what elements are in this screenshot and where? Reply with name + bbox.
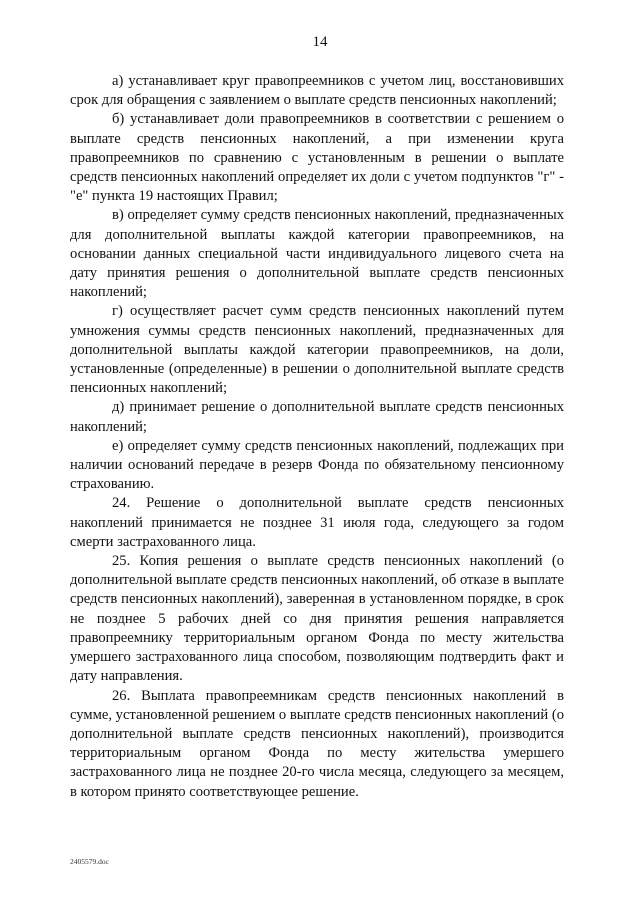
paragraph-subitem-a: а) устанавливает круг правопреемников с учетом лиц, восстановивших срок для обращения с заявлением о выплате средств пенсионных накоплений;	[70, 73, 564, 109]
paragraph-subitem-e: е) определяет сумму средств пенсионных накоплений, подлежащих при наличии оснований передаче в резерв Фонда по обязательному пенсионному страхованию.	[70, 437, 564, 493]
paragraph-subitem-d: д) принимает решение о дополнительной выплате средств пенсионных накоплений;	[70, 399, 564, 435]
paragraph-subitem-v: в) определяет сумму средств пенсионных накоплений, предназначенных для дополнительной выплаты каждой категории правопреемников, на основании данных специальной части индивидуального лицевого счета на дату принятия решения о дополнительной выплате средств пенсионных накоплений;	[70, 207, 564, 301]
paragraph-item-26: 26. Выплата правопреемникам средств пенсионных накоплений в сумме, установленной решением о выплате средств пенсионных накоплений (о дополнительной выплате средств пенсионных накоплений), производится территориальным органом Фонда по месту жительства умершего застрахованного лица не позднее 20-го числа месяца, следующего за месяцем, в котором принято соответствующее решение.	[70, 687, 564, 800]
paragraph-item-24: 24. Решение о дополнительной выплате средств пенсионных накоплений принимается не позднее 31 июля года, следующего за годом смерти застрахованного лица.	[70, 495, 564, 550]
paragraph-subitem-b: б) устанавливает доли правопреемников в соответствии с решением о выплате средств пенсионных накоплений, а при изменении круга правопреемников по сравнению с установленным в решении о выплате средств пенсионных накоплений определяет их доли с учетом подпунктов "г" - "е" пункта 19 настоящих Правил;	[70, 111, 564, 205]
footer-filename: 2405579.doc	[70, 857, 109, 866]
document-body	[70, 72, 564, 802]
paragraph-item-25: 25. Копия решения о выплате средств пенсионных накоплений (о дополнительной выплате средств пенсионных накоплений, об отказе в выплате средств пенсионных накоплений), заверенная в установленном порядке, в срок не позднее 5 рабочих дней со дня принятия решения направляется правопреемнику территориальным органом Фонда по месту жительства умершего застрахованного лица способом, позволяющим подтвердить факт и дату направления.	[70, 553, 564, 685]
page-number: 14	[312, 34, 328, 50]
paragraph-subitem-g: г) осуществляет расчет сумм средств пенсионных накоплений путем умножения суммы средств пенсионных накоплений, предназначенных для дополнительной выплаты каждой категории правопреемников, на доли, установленные (определенные) в решении о дополнительной выплате средств пенсионных накоплений;	[70, 303, 564, 397]
